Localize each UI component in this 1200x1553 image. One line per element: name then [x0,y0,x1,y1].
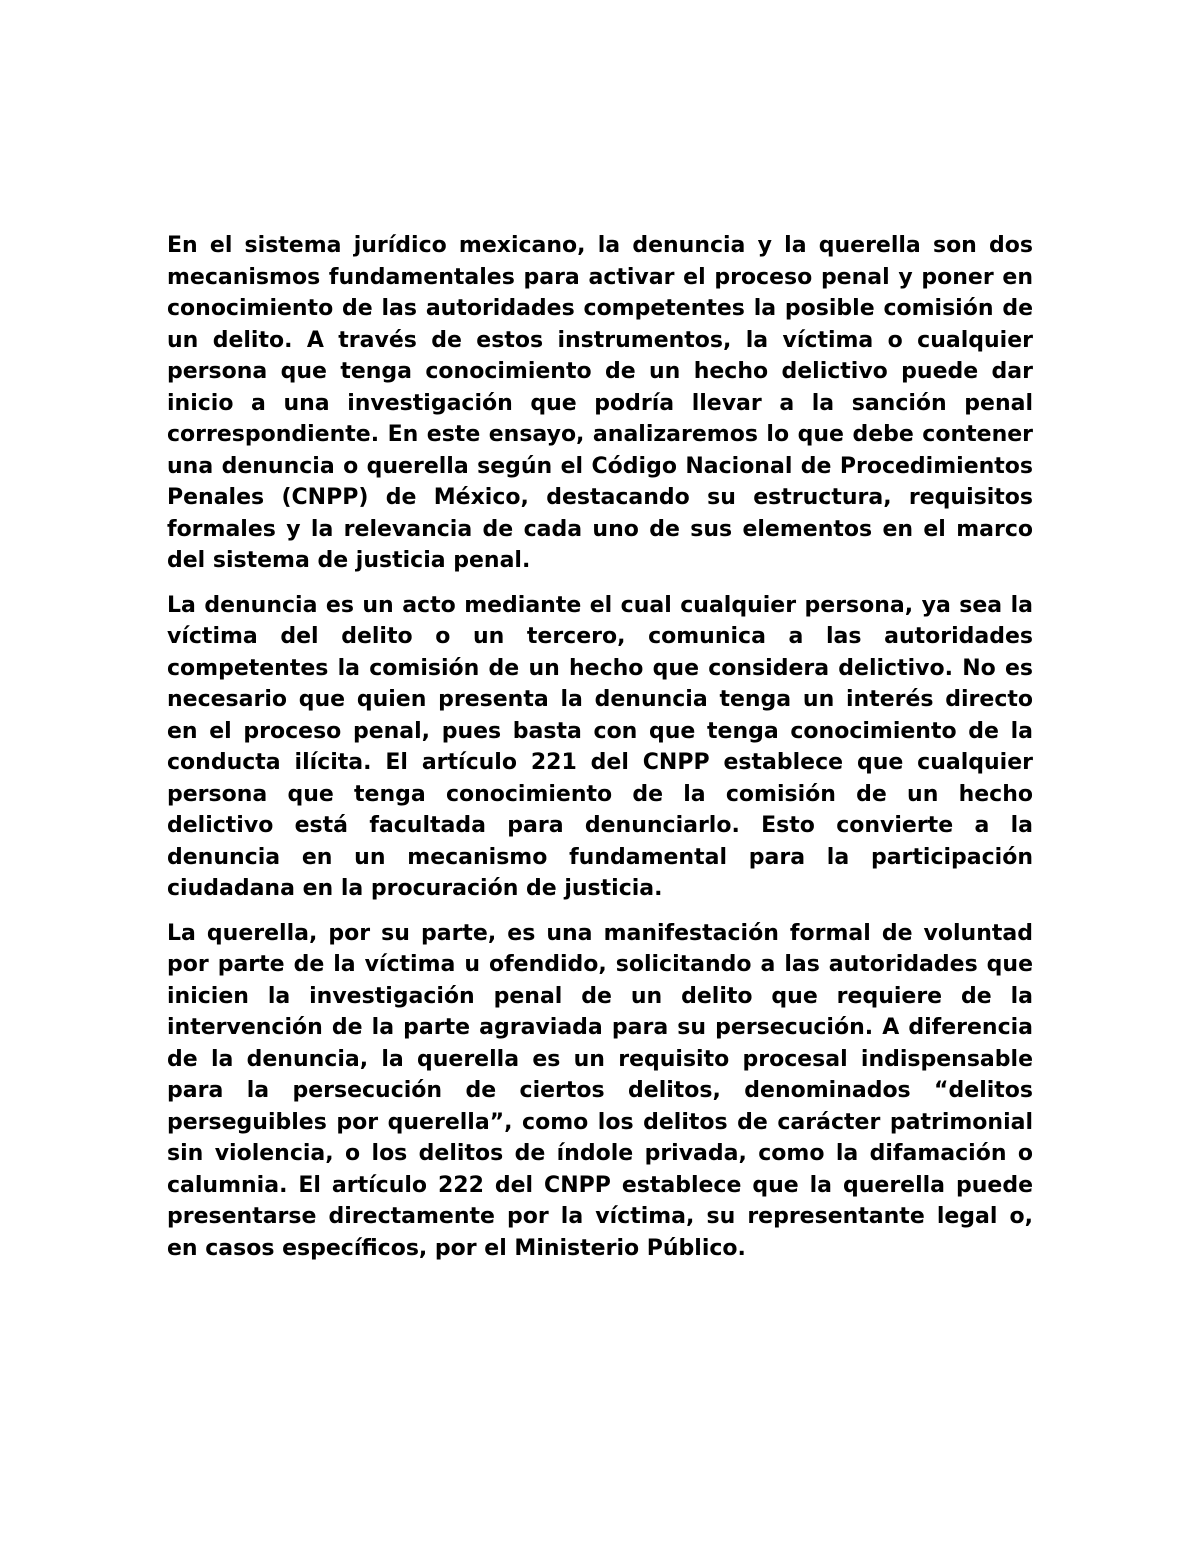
paragraph-querella: La querella, por su parte, es una manifestación formal de voluntad por parte de la víctima u ofendido, solicitando a las autoridades que inicien la investigación penal de un delito que requiere de la intervención de la parte agraviada para su persecución. A diferencia de la denuncia, la querella es un requisito procesal indispensable para la persecución de ciertos delitos, denominados “delitos perseguibles por querella”, como los delitos de carácter patrimonial sin violencia, o los delitos de índole privada, como la difamación o calumnia. El artículo 222 del CNPP establece que la querella puede presentarse directamente por la víctima, su representante legal o, en casos específicos, por el Ministerio Público. [167,920,1033,1261]
paragraph-denuncia: La denuncia es un acto mediante el cual cualquier persona, ya sea la víctima del delito o un tercero, comunica a las autoridades competentes la comisión de un hecho que considera delictivo. No es necesario que quien presenta la denuncia tenga un interés directo en el proceso penal, pues basta con que tenga conocimiento de la conducta ilícita. El artículo 221 del CNPP establece que cualquier persona que tenga conocimiento de la comisión de un hecho delictivo está facultada para denunciarlo. Esto convierte a la denuncia en un mecanismo fundamental para la participación ciudadana en la procuración de justicia. [167,592,1033,901]
paragraph-introduccion: En el sistema jurídico mexicano, la denuncia y la querella son dos mecanismos fundamentales para activar el proceso penal y poner en conocimiento de las autoridades competentes la posible comisión de un delito. A través de estos instrumentos, la víctima o cualquier persona que tenga conocimiento de un hecho delictivo puede dar inicio a una investigación que podría llevar a la sanción penal correspondiente. En este ensayo, analizaremos lo que debe contener una denuncia o querella según el Código Nacional de Procedimientos Penales (CNPP) de México, destacando su estructura, requisitos formales y la relevancia de cada uno de sus elementos en el marco del sistema de justicia penal. [167,233,1033,573]
document-body [167,230,1033,1277]
